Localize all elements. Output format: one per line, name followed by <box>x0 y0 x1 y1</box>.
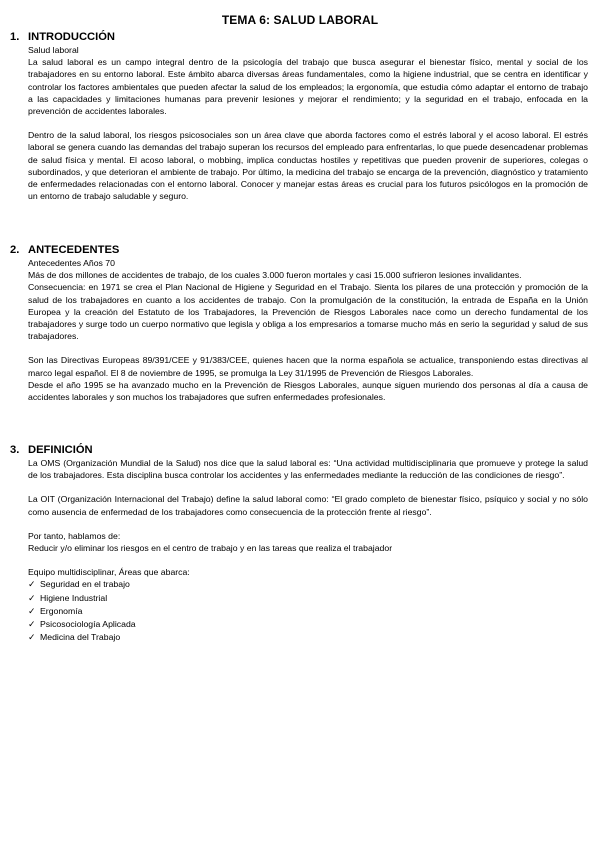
list-item <box>28 605 588 618</box>
list-item <box>28 618 588 631</box>
section-title: ANTECEDENTES <box>28 244 120 256</box>
paragraph: Consecuencia: en 1971 se crea el Plan Nacional de Higiene y Seguridad en el Trabajo. Sienta los pilares de una protección y promoción de la salud de los trabajadores en cuanto a los accidentes de trabajo. Con la promulgación de la constitución, la entrada de España en la Unión Europea y la creación del Estatuto de los Trabajadores, la Prevención de Riesgos Laborales nace como un derecho fundamental de los trabajadores y surge todo un cuerpo normativo que legisla y obliga a los empresarios a tomarse mucho más en serio la seguridad y salud de sus trabajadores. <box>28 282 588 342</box>
document-title: TEMA 6: SALUD LABORAL <box>221 13 379 27</box>
list-item-label: Medicina del Trabajo <box>40 632 121 643</box>
list-item <box>28 592 588 605</box>
paragraph: Equipo multidisciplinar, Áreas que abarca: <box>28 567 190 578</box>
check-icon: ✓ <box>28 593 36 604</box>
list-item <box>28 578 588 591</box>
paragraph: Más de dos millones de accidentes de trabajo, de los cuales 3.000 fueron mortales y casi 15.000 sufrieron lesiones invalidantes. <box>28 270 522 281</box>
section-number: 3. <box>10 444 20 456</box>
paragraph: La OMS (Organización Mundial de la Salud) nos dice que la salud laboral es: “Una actividad multidisciplinaria que promueve y protege la salud de los trabajadores. Esta disciplina busca controlar los accidentes y las enfermedades mediante la reducción de las condiciones de riesgo”. <box>28 458 588 481</box>
paragraph: La salud laboral es un campo integral dentro de la psicología del trabajo que busca asegurar el bienestar físico, mental y social de los trabajadores en su entorno laboral. Este ámbito abarca diversas áreas fundamentales, como la higiene industrial, que se centra en identificar y controlar los factores ambientales que pueden afectar la salud de los empleados; la ergonomía, que estudia cómo adaptar el entorno de trabajo a las capacidades y limitaciones humanas para prevenir lesiones y mejorar el rendimiento; y la seguridad en el trabajo, enfocada en la prevención de accidentes laborales. <box>28 57 588 117</box>
section-number: 2. <box>10 244 20 256</box>
section-body <box>28 257 588 403</box>
list-item <box>28 631 588 644</box>
paragraph: Reducir y/o eliminar los riesgos en el centro de trabajo y en las tareas que realiza el trabajador <box>28 543 393 554</box>
section-body <box>28 457 588 644</box>
section-heading <box>10 243 588 257</box>
section-title: INTRODUCCIÓN <box>28 31 116 43</box>
check-icon: ✓ <box>28 606 36 617</box>
section-title: DEFINICIÓN <box>28 444 93 456</box>
section-antecedentes <box>10 243 588 403</box>
check-icon: ✓ <box>28 633 36 644</box>
section-heading <box>10 30 588 44</box>
section-number: 1. <box>10 31 20 43</box>
paragraph: Por tanto, hablamos de: <box>28 530 121 541</box>
section-subtitle: Antecedentes Años 70 <box>28 258 115 268</box>
check-icon: ✓ <box>28 580 36 591</box>
list-item-label: Psicosociología Aplicada <box>40 619 136 630</box>
check-icon: ✓ <box>28 620 36 631</box>
paragraph: Dentro de la salud laboral, los riesgos psicosociales son un área clave que aborda factores como el estrés laboral y el acoso laboral. El estrés laboral se genera cuando las demandas del trabajo superan los recursos del empleado para enfrentarlas, lo que puede desencadenar problemas de salud física y mental. El acoso laboral, o mobbing, implica conductas hostiles y repetitivas que pueden provenir de superiores, colegas o subordinados, y que deterioran el ambiente de trabajo. Por último, la medicina del trabajo se encarga de la prevención, diagnóstico y tratamiento de enfermedades relacionadas con el entorno laboral. Conocer y manejar estas áreas es crucial para los futuros psicólogos en la promoción de un entorno de trabajo saludable y seguro. <box>28 130 588 202</box>
section-body <box>28 44 588 202</box>
areas-list <box>28 578 588 644</box>
list-item-label: Seguridad en el trabajo <box>40 579 130 590</box>
paragraph: Desde el año 1995 se ha avanzado mucho en la Prevención de Riesgos Laborales, aunque siguen muriendo dos personas al día a causa de accidentes laborales y son muchos los trabajadores que sufren enfermedades profesionales. <box>28 379 588 403</box>
paragraph: La OIT (Organización Internacional del Trabajo) define la salud laboral como: “El grado completo de bienestar físico, psíquico y social y no sólo como ausencia de enfermedad de los trabajadores como consecuencia de la protección frente al riesgo”. <box>28 494 588 517</box>
section-introduccion <box>10 30 588 202</box>
section-definicion <box>10 443 588 644</box>
list-item-label: Higiene Industrial <box>40 592 108 603</box>
paragraph: Son las Directivas Europeas 89/391/CEE y 91/383/CEE, quienes hacen que la norma española se actualice, transponiendo estas directivas al marco legal español. El 8 de noviembre de 1995, se promulga la Ley 31/1995 de Prevención de Riesgos Laborales. <box>28 355 588 378</box>
section-subtitle: Salud laboral <box>28 45 79 55</box>
list-item-label: Ergonomía <box>40 605 83 616</box>
section-heading <box>10 443 588 457</box>
